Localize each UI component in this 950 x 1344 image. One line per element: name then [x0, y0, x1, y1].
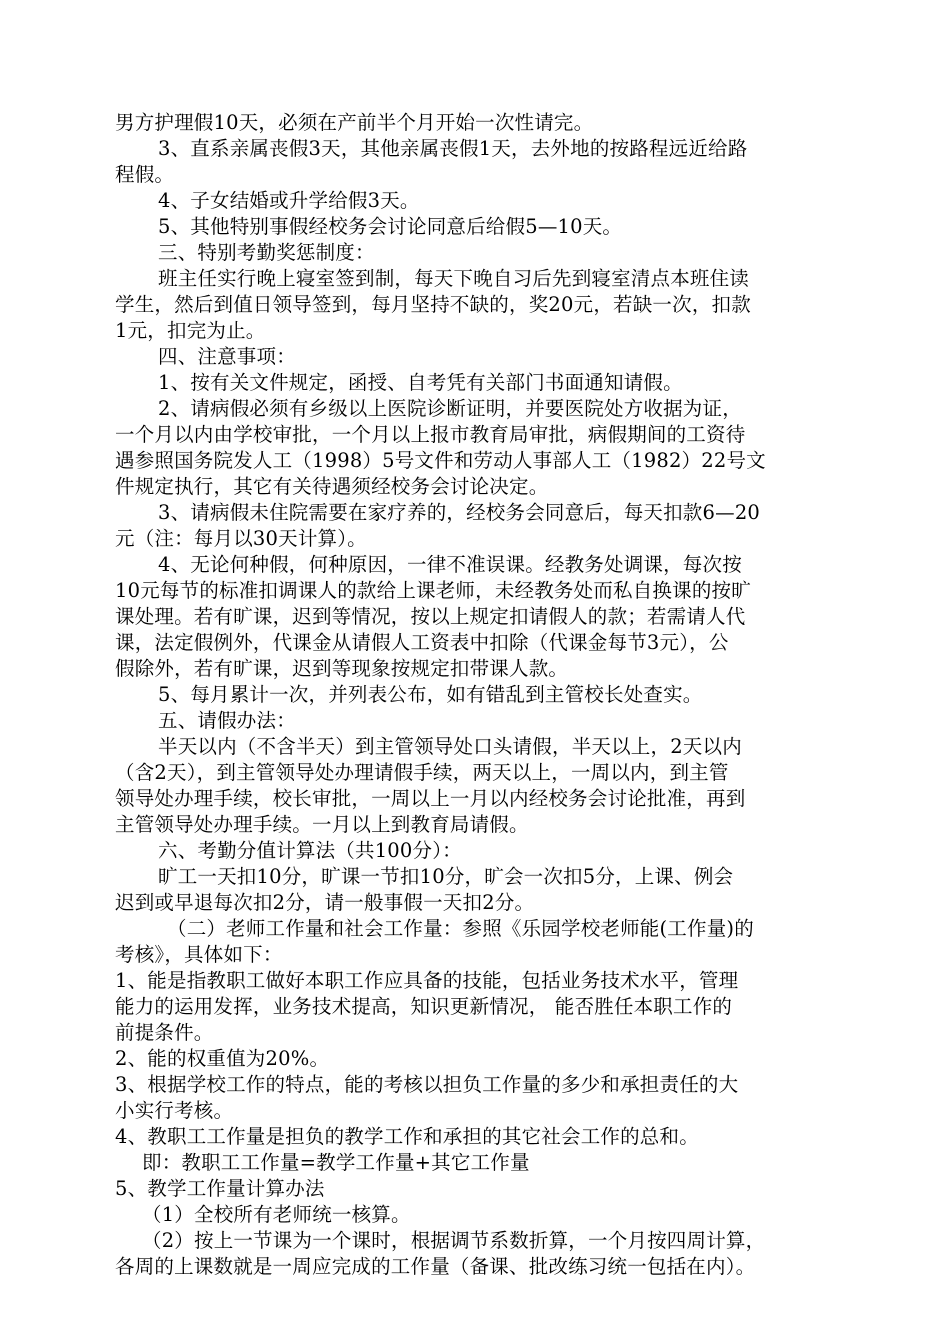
- text-line: 班主任实行晚上寝室签到制，每天下晚自习后先到寝室清点本班住读: [158, 267, 750, 290]
- text-line: （含2天），到主管领导处办理请假手续，两天以上，一周以内，到主管: [115, 761, 729, 784]
- text-line: 学生，然后到值日领导签到，每月坚持不缺的，奖20元，若缺一次，扣款: [115, 293, 751, 316]
- text-line: 旷工一天扣10分，旷课一节扣10分，旷会一次扣5分，上课、例会: [158, 865, 734, 888]
- text-line: 3、请病假未住院需要在家疗养的，经校务会同意后，每天扣款6—20: [158, 501, 761, 524]
- text-line: 能力的运用发挥，业务技术提高，知识更新情况， 能否胜任本职工作的: [115, 995, 733, 1018]
- text-line: 3、直系亲属丧假3天，其他亲属丧假1天，去外地的按路程远近给路: [158, 137, 748, 160]
- section-heading: 六、考勤分值计算法（共100分）：: [158, 839, 462, 862]
- text-line: 遇参照国务院发人工（1998）5号文件和劳动人事部人工（1982）22号文: [115, 449, 766, 472]
- text-line: 迟到或早退每次扣2分，请一般事假一天扣2分。: [115, 891, 535, 914]
- text-line: 5、每月累计一次，并列表公布，如有错乱到主管校长处查实。: [158, 683, 703, 706]
- text-line: 1、能是指教职工做好本职工作应具备的技能，包括业务技术水平，管理: [115, 969, 739, 992]
- text-line: 即：教职工工作量=教学工作量+其它工作量: [142, 1151, 530, 1174]
- text-line: 4、教职工工作量是担负的教学工作和承担的其它社会工作的总和。: [115, 1125, 699, 1148]
- text-line: （2）按上一节课为一个课时，根据调节系数折算，一个月按四周计算，: [142, 1229, 766, 1252]
- text-line: 4、无论何种假，何种原因，一律不准误课。经教务处调课，每次按: [158, 553, 742, 576]
- text-line: 4、子女结婚或升学给假3天。: [158, 189, 420, 212]
- section-heading: 五、请假办法：: [158, 709, 296, 732]
- section-heading: （二）老师工作量和社会工作量：参照《乐园学校老师能(工作量)的: [167, 917, 754, 940]
- text-line: 5、教学工作量计算办法: [115, 1177, 325, 1200]
- section-heading: 四、注意事项：: [158, 345, 296, 368]
- text-line: 领导处办理手续，校长审批，一周以上一月以内经校务会讨论批准，再到: [115, 787, 746, 810]
- text-line: 元（注：每月以30天计算）。: [115, 527, 367, 550]
- text-line: 1元，扣完为止。: [115, 319, 266, 342]
- text-line: 小实行考核。: [115, 1099, 234, 1122]
- text-line: 主管领导处办理手续。一月以上到教育局请假。: [115, 813, 529, 836]
- text-line: 一个月以内由学校审批，一个月以上报市教育局审批，病假期间的工资待: [115, 423, 746, 446]
- text-line: 3、根据学校工作的特点，能的考核以担负工作量的多少和承担责任的大: [115, 1073, 739, 1096]
- text-line: 课处理。若有旷课，迟到等情况，按以上规定扣请假人的款；若需请人代: [115, 605, 746, 628]
- text-line: 2、请病假必须有乡级以上医院诊断证明，并要医院处方收据为证，: [158, 397, 742, 420]
- text-line: 件规定执行，其它有关待遇须经校务会讨论决定。: [115, 475, 549, 498]
- text-line: 5、其他特别事假经校务会讨论同意后给假5—10天。: [158, 215, 623, 238]
- text-line: 课，法定假例外，代课金从请假人工资表中扣除（代课金每节3元），公: [115, 631, 729, 654]
- text-line: 半天以内（不含半天）到主管领导处口头请假，半天以上，2天以内: [158, 735, 742, 758]
- text-line: 男方护理假10天，必须在产前半个月开始一次性请完。: [115, 111, 594, 134]
- text-line: 各周的上课数就是一周应完成的工作量（备课、批改练习统一包括在内）。: [115, 1255, 756, 1278]
- text-line: （1）全校所有老师统一核算。: [142, 1203, 411, 1226]
- section-heading: 三、特别考勤奖惩制度：: [158, 241, 375, 264]
- text-line: 程假。: [115, 163, 175, 186]
- text-line: 考核》，具体如下：: [115, 943, 283, 966]
- text-line: 假除外，若有旷课，迟到等现象按规定扣带课人款。: [115, 657, 569, 680]
- text-line: 1、按有关文件规定，函授、自考凭有关部门书面通知请假。: [158, 371, 683, 394]
- text-line: 10元每节的标准扣调课人的款给上课老师，未经教务处而私自换课的按旷: [115, 579, 751, 602]
- text-line: 2、能的权重值为20%。: [115, 1047, 330, 1070]
- text-line: 前提条件。: [115, 1021, 214, 1044]
